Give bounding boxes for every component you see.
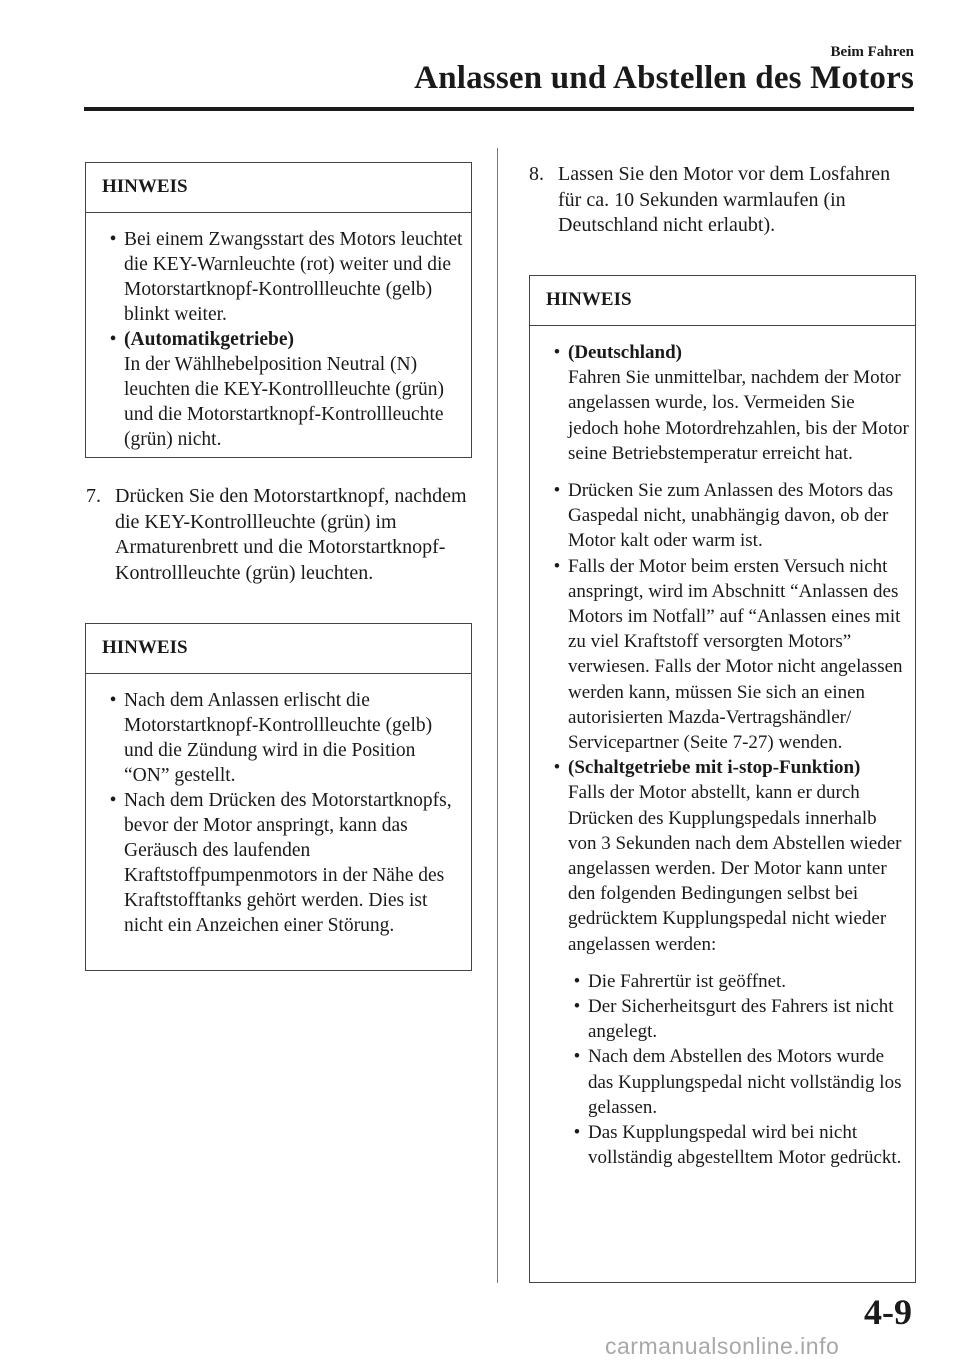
list-item: [102, 227, 463, 327]
bullet-icon: •: [109, 229, 117, 250]
note-text: Falls der Motor beim ersten Versuch nicht anspringt, wird im Abschnitt “Anlassen des Motors im Notfall” auf “Anlassen eines mit zu viel Kraftstoff versorgten Motors” verwiesen. Falls der Motor nicht angelassen werden kann, müssen Sie sich an einen autorisierten Mazda-Vertragshändler/ Servicepartner (Seite 7-27) wenden.: [568, 555, 903, 754]
bullet-icon: •: [573, 970, 581, 992]
note-body: [86, 213, 471, 464]
list-item: [546, 755, 909, 957]
note-heading: (Automatikgetriebe): [124, 329, 295, 350]
sub-list-item: [566, 969, 909, 994]
note-body: [530, 326, 915, 1183]
bullet-icon: •: [109, 329, 117, 350]
bullet-icon: •: [573, 996, 581, 1018]
bullet-icon: •: [573, 1122, 581, 1144]
watermark: carmanualsonline.info: [605, 1333, 840, 1359]
note-title: HINWEIS: [86, 163, 471, 213]
list-item: [546, 554, 909, 756]
sub-list-item: [566, 1044, 909, 1120]
step-7: [86, 484, 470, 586]
note-text: Falls der Motor abstellt, kann er durch Drücken des Kupplungspedals innerhalb von 3 Sekunden nach dem Abstellen wieder angelassen werden. Der Motor kann unter den folgenden Bedingungen selbst bei gedrücktem Kupplungspedal nicht wieder angelassen werden:: [568, 782, 902, 955]
bullet-icon: •: [109, 790, 117, 811]
page-number: 4-9: [864, 1292, 912, 1332]
note-text: Fahren Sie unmittelbar, nachdem der Motor angelassen wurde, los. Vermeiden Sie jedoch hohe Motordrehzahlen, bis der Motor seine Betriebstemperatur erreicht hat.: [568, 367, 909, 464]
bullet-icon: •: [573, 1046, 581, 1068]
note-text: Der Sicherheitsgurt des Fahrers ist nicht angelegt.: [588, 996, 894, 1043]
bullet-icon: •: [553, 757, 561, 779]
note-box-1: [85, 162, 472, 458]
note-box-3: [529, 275, 916, 1283]
note-text: Das Kupplungspedal wird bei nicht vollständig abgestelltem Motor gedrückt.: [588, 1122, 902, 1169]
list-item: [546, 478, 909, 554]
bullet-icon: •: [553, 342, 561, 363]
note-text: In der Wählhebelposition Neutral (N) leuchten die KEY-Kontrollleuchte (grün) und die Motorstartknopf-Kontrollleuchte (grün) nicht.: [124, 354, 445, 450]
note-text: Die Fahrertür ist geöffnet.: [588, 970, 787, 992]
bullet-icon: •: [553, 555, 561, 577]
column-divider: [497, 148, 498, 1283]
note-heading: (Deutschland): [568, 342, 683, 363]
note-text: Nach dem Drücken des Motorstartknopfs, bevor der Motor anspringt, kann das Geräusch des laufenden Kraftstoffpumpenmotors in der Nähe des Kraftstofftanks gehört werden. Dies ist nicht ein Anzeichen einer Störung.: [124, 790, 452, 936]
note-text: Nach dem Anlassen erlischt die Motorstartknopf-Kontrollleuchte (gelb) und die Zündung wird in die Position “ON” gestellt.: [124, 690, 433, 786]
step-8: [529, 162, 914, 239]
list-item: [546, 340, 909, 466]
bullet-icon: •: [109, 690, 117, 711]
note-text: Bei einem Zwangsstart des Motors leuchtet die KEY-Warnleuchte (rot) weiter und die Motorstartknopf-Kontrollleuchte (gelb) blinkt weiter.: [124, 229, 463, 325]
list-item: [102, 788, 463, 938]
note-text: Nach dem Abstellen des Motors wurde das Kupplungspedal nicht vollständig los gelassen.: [588, 1046, 902, 1118]
note-title: HINWEIS: [86, 624, 471, 674]
page-title: Anlassen und Abstellen des Motors: [414, 60, 914, 96]
step-number: 8.: [529, 163, 544, 185]
note-title: HINWEIS: [530, 276, 915, 326]
sub-list-item: [566, 1120, 909, 1170]
bullet-icon: •: [553, 480, 561, 502]
step-number: 7.: [86, 485, 101, 507]
step-text: Drücken Sie den Motorstartknopf, nachdem die KEY-Kontrollleuchte (grün) im Armaturenbrett und die Motorstartknopf-Kontrollleuchte (grün) leuchten.: [115, 485, 467, 584]
sub-list-item: [566, 994, 909, 1044]
header-rule: [84, 107, 914, 111]
note-body: [86, 674, 471, 950]
section-label: Beim Fahren: [830, 44, 914, 60]
note-text: Drücken Sie zum Anlassen des Motors das Gaspedal nicht, unabhängig davon, ob der Motor kalt oder warm ist.: [568, 480, 894, 552]
list-item: [102, 688, 463, 788]
step-text: Lassen Sie den Motor vor dem Losfahren für ca. 10 Sekunden warmlaufen (in Deutschland nicht erlaubt).: [558, 163, 891, 236]
note-box-2: [85, 623, 472, 971]
note-heading: (Schaltgetriebe mit i-stop-Funktion): [568, 757, 861, 779]
list-item: [102, 327, 463, 452]
